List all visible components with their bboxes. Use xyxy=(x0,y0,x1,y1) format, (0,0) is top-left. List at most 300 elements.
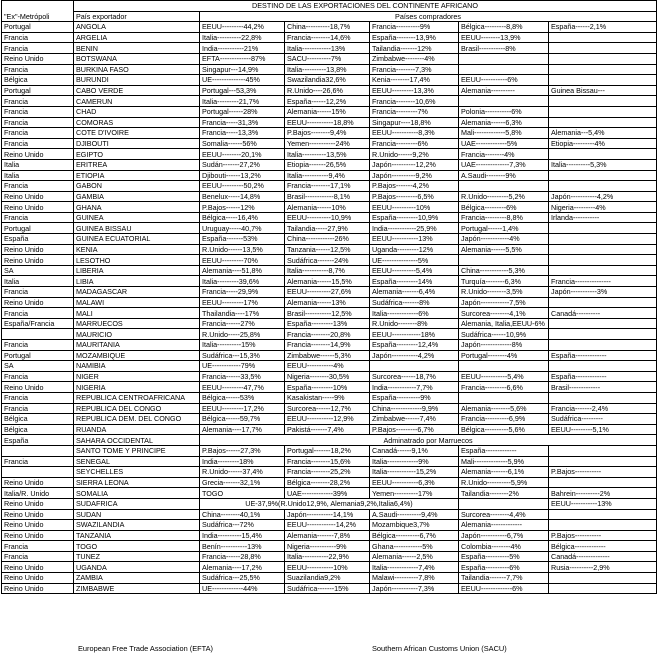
cell-comprador-3: Italia-------------9% xyxy=(370,456,459,467)
cell-metropoli: Francia xyxy=(2,64,74,75)
cell-metropoli: Bélgica xyxy=(2,75,74,86)
cell-comprador-4: Bélgica---------6% xyxy=(459,202,549,213)
cell-comprador-2: Italia-----------9,4% xyxy=(285,170,370,181)
table-row xyxy=(2,75,657,86)
cell-comprador-3: España---------12,4% xyxy=(370,340,459,351)
table-row xyxy=(2,53,657,64)
cell-comprador-4 xyxy=(459,255,549,266)
table-row xyxy=(2,371,657,382)
cell-comprador-3: Francia----------9% xyxy=(370,22,459,33)
cell-comprador-5 xyxy=(549,64,657,75)
cell-pais: COMORAS xyxy=(74,117,200,128)
table-row xyxy=(2,138,657,149)
cell-comprador-4: España----------6% xyxy=(459,562,549,573)
cell-comprador-4: Francia---------8,8% xyxy=(459,212,549,223)
table-row xyxy=(2,32,657,43)
cell-pais: TUNEZ xyxy=(74,551,200,562)
table-row xyxy=(2,445,657,456)
cell-metropoli: Francia xyxy=(2,541,74,552)
cell-comprador-1: Bélgica------53% xyxy=(200,392,285,403)
cell-comprador-1: China--------40,1% xyxy=(200,509,285,520)
cell-comprador-3: Tailandia-------12% xyxy=(370,43,459,54)
cell-pais: SUDAN xyxy=(74,509,200,520)
table-row xyxy=(2,255,657,266)
cell-comprador-5: P.Bajos----------- xyxy=(549,530,657,541)
cell-comprador-2: Sudáfrica-------15% xyxy=(285,583,370,594)
cell-metropoli: Francia xyxy=(2,117,74,128)
footer-sacu-note: Southern African Customs Union (SACU) xyxy=(372,644,507,653)
cell-metropoli: Francia xyxy=(2,106,74,117)
cell-comprador-2: Alemania-------7,8% xyxy=(285,530,370,541)
table-row xyxy=(2,181,657,192)
cell-comprador-5: Rusia----------2,9% xyxy=(549,562,657,573)
cell-pais: BURKINA FASO xyxy=(74,64,200,75)
table-row xyxy=(2,287,657,298)
cell-comprador-4: Tailandia--------2% xyxy=(459,488,549,499)
cell-comprador-1: EEUU---------17,2% xyxy=(200,403,285,414)
cell-comprador-3: Alemania------2,5% xyxy=(370,551,459,562)
cell-comprador-5: Alemania---5,4% xyxy=(549,128,657,139)
cell-comprador-5 xyxy=(549,43,657,54)
cell-comprador-5 xyxy=(549,170,657,181)
cell-comprador-4: Colombia--------4% xyxy=(459,541,549,552)
cell-comprador-3: Ghana------------5% xyxy=(370,541,459,552)
cell-comprador-5 xyxy=(549,96,657,107)
cell-comprador-1: Sudán-------27,2% xyxy=(200,159,285,170)
cell-comprador-4: Francia----------6,9% xyxy=(459,414,549,425)
table-row xyxy=(2,477,657,488)
cell-comprador-5 xyxy=(549,573,657,584)
cell-comprador-4: Portugal--------4% xyxy=(459,350,549,361)
cell-metropoli: Reino Unido xyxy=(2,191,74,202)
cell-comprador-2: China------------26% xyxy=(285,234,370,245)
cell-comprador-2: Pakistá-------7,4% xyxy=(285,424,370,435)
cell-comprador-1: EEUU--------20,1% xyxy=(200,149,285,160)
cell-comprador-4: Alemania------5,5% xyxy=(459,244,549,255)
cell-comprador-2: Francia--------15,6% xyxy=(285,456,370,467)
cell-comprador-1: EEUU---------70% xyxy=(200,255,285,266)
cell-comprador-5: P.Bajos----------- xyxy=(549,467,657,478)
cell-comprador-5: España------2,1% xyxy=(549,22,657,33)
cell-pais: MARRUECOS xyxy=(74,318,200,329)
cell-comprador-1: Italia---------39,6% xyxy=(200,276,285,287)
cell-pais: REPUBLICA DEM. DEL CONGO xyxy=(74,414,200,425)
cell-comprador-2: Surcorea------12,7% xyxy=(285,403,370,414)
cell-comprador-4: Mali-------------5,8% xyxy=(459,128,549,139)
cell-metropoli: Reino Unido xyxy=(2,509,74,520)
cell-comprador-1: P.Bajos------12% xyxy=(200,202,285,213)
cell-pais: LIBERIA xyxy=(74,265,200,276)
cell-metropoli: SA xyxy=(2,265,74,276)
cell-metropoli: España xyxy=(2,234,74,245)
cell-comprador-3: Surcorea------18,7% xyxy=(370,371,459,382)
cell-comprador-1: EEUU---------47,7% xyxy=(200,382,285,393)
cell-comprador-2: Alemania------10% xyxy=(285,202,370,213)
cell-comprador-5: Sudáfrica--------- xyxy=(549,414,657,425)
cell-comprador-3: R.Unido------9,2% xyxy=(370,149,459,160)
cell-comprador-1: Francia------28,8% xyxy=(200,551,285,562)
cell-comprador-4: España----------5% xyxy=(459,551,549,562)
cell-comprador-3: Zimbabwe--------4% xyxy=(370,53,459,64)
cell-comprador-2: Zimbabwe------5,3% xyxy=(285,350,370,361)
cell-comprador-3: Singapur----18,8% xyxy=(370,117,459,128)
table-row xyxy=(2,551,657,562)
cell-comprador-2: Sudáfrica-------24% xyxy=(285,255,370,266)
cell-comprador-5 xyxy=(549,445,657,456)
cell-comprador-3: EEUU-----------13% xyxy=(370,234,459,245)
cell-comprador-4: Alemania------------- xyxy=(459,520,549,531)
cell-pais: CHAD xyxy=(74,106,200,117)
cell-comprador-2: Bélgica--------28,2% xyxy=(285,477,370,488)
cell-pais: GUINEA ECUATORIAL xyxy=(74,234,200,245)
cell-pais: NIGER xyxy=(74,371,200,382)
cell-comprador-3: EEUU-----------6,3% xyxy=(370,477,459,488)
cell-comprador-1: Italia---------21,7% xyxy=(200,96,285,107)
cell-comprador-5: Japón-----------3% xyxy=(549,287,657,298)
table-row xyxy=(2,414,657,425)
cell-comprador-1: Alemania----17,7% xyxy=(200,424,285,435)
cell-metropoli: Francia xyxy=(2,551,74,562)
table-row xyxy=(2,308,657,319)
cell-comprador-2: EEUU------------14,2% xyxy=(285,520,370,531)
cell-comprador-5: Nigeria---------4% xyxy=(549,202,657,213)
table-title: DESTINO DE LAS EXPORTACIONES DEL CONTINENTE AFRICANO xyxy=(74,1,657,12)
cell-comprador-2: SACU----------7% xyxy=(285,53,370,64)
table-row xyxy=(2,244,657,255)
cell-metropoli: Reino Unido xyxy=(2,477,74,488)
cell-metropoli: Francia xyxy=(2,456,74,467)
table-row xyxy=(2,117,657,128)
cell-comprador-5 xyxy=(549,117,657,128)
table-row xyxy=(2,361,657,372)
table-row xyxy=(2,265,657,276)
cell-comprador-5: EEUU-----------13% xyxy=(549,498,657,509)
cell-comprador-1: Francia-----31,3% xyxy=(200,117,285,128)
cell-pais: GABON xyxy=(74,181,200,192)
cell-comprador-2: EEUU-----------12,9% xyxy=(285,414,370,425)
table-row xyxy=(2,573,657,584)
cell-metropoli: Francia xyxy=(2,181,74,192)
cell-comprador-5 xyxy=(549,318,657,329)
cell-comprador-4: R.Unido--------3,5% xyxy=(459,287,549,298)
cell-comprador-2: EEUU-----------4% xyxy=(285,361,370,372)
cell-comprador-1: Bélgica------59,7% xyxy=(200,414,285,425)
cell-pais: BENIN xyxy=(74,43,200,54)
cell-comprador-1: Sudáfrica---15,3% xyxy=(200,350,285,361)
cell-comprador-3: A.Saudi----------9,4% xyxy=(370,509,459,520)
table-row xyxy=(2,128,657,139)
header-paises-compradores: Países compradores xyxy=(200,11,657,22)
cell-comprador-1: Portugal---53,3% xyxy=(200,85,285,96)
cell-comprador-4: Polonia-----------6% xyxy=(459,106,549,117)
cell-comprador-5 xyxy=(549,75,657,86)
cell-comprador-2: Alemania------15% xyxy=(285,106,370,117)
cell-comprador-4: Sudáfrica------10,9% xyxy=(459,329,549,340)
cell-metropoli: Reino Unido xyxy=(2,530,74,541)
cell-pais: REPUBLICA DEL CONGO xyxy=(74,403,200,414)
cell-comprador-2: R.Unido----26,6% xyxy=(285,85,370,96)
table-row xyxy=(2,424,657,435)
cell-comprador-1: Francia------33,5% xyxy=(200,371,285,382)
cell-comprador-1: Bélgica-----16,4% xyxy=(200,212,285,223)
cell-comprador-4 xyxy=(459,96,549,107)
cell-metropoli: Reino Unido xyxy=(2,573,74,584)
cell-comprador-4: UAE--------------7,3% xyxy=(459,159,549,170)
cell-comprador-1: Benelux-----14,8% xyxy=(200,191,285,202)
cell-pais: CAMERUN xyxy=(74,96,200,107)
cell-pais: LESOTHO xyxy=(74,255,200,266)
cell-comprador-3: Yemen----------17% xyxy=(370,488,459,499)
cell-comprador-4: España------------- xyxy=(459,445,549,456)
cell-pais: GHANA xyxy=(74,202,200,213)
cell-comprador-2: EEUU----------10,9% xyxy=(285,212,370,223)
cell-metropoli: Francia xyxy=(2,43,74,54)
cell-comprador-2: España---------13% xyxy=(285,318,370,329)
cell-metropoli: Francia xyxy=(2,340,74,351)
cell-metropoli: Reino Unido xyxy=(2,583,74,594)
cell-comprador-2: Etiopia-------26,5% xyxy=(285,159,370,170)
cell-comprador-2: P.Bajos--------9,4% xyxy=(285,128,370,139)
table-row xyxy=(2,488,657,499)
cell-comprador-4 xyxy=(459,392,549,403)
cell-pais: SOMALIA xyxy=(74,488,200,499)
cell-comprador-2: Tailandia-----27,9% xyxy=(285,223,370,234)
cell-metropoli: Reino Unido xyxy=(2,297,74,308)
cell-metropoli xyxy=(2,329,74,340)
cell-comprador-3: P.Bajos---------6,5% xyxy=(370,191,459,202)
cell-comprador-4: Tailandia-------7,7% xyxy=(459,573,549,584)
cell-comprador-5 xyxy=(549,234,657,245)
cell-comprador-2: Francia--------14,9% xyxy=(285,340,370,351)
cell-pais: LIBIA xyxy=(74,276,200,287)
cell-comprador-5 xyxy=(549,106,657,117)
table-row xyxy=(2,170,657,181)
cell-comprador-4: Bélgica----------5,6% xyxy=(459,424,549,435)
cell-comprador-3: EEUU---------13,3% xyxy=(370,85,459,96)
cell-comprador-5 xyxy=(549,583,657,594)
cell-comprador-1: Uruguay-----40,7% xyxy=(200,223,285,234)
cell-comprador-1: India-----------21% xyxy=(200,43,285,54)
cell-comprador-2: Francia--------17,1% xyxy=(285,181,370,192)
cell-metropoli: Bélgica xyxy=(2,414,74,425)
cell-comprador-4: R.Unido----------5,9% xyxy=(459,477,549,488)
cell-metropoli: Francia xyxy=(2,32,74,43)
cell-comprador-3: R.Unido--------8% xyxy=(370,318,459,329)
cell-comprador-4: EEUU-----------6% xyxy=(459,75,549,86)
cell-comprador-3: Alemania-------6,4% xyxy=(370,287,459,298)
cell-comprador-2: Japón-----------14,1% xyxy=(285,509,370,520)
cell-pais: MALI xyxy=(74,308,200,319)
cell-comprador-2: UAE-------------39% xyxy=(285,488,370,499)
cell-comprador-3: Mozambique3,7% xyxy=(370,520,459,531)
cell-comprador-3: China-------------9,9% xyxy=(370,403,459,414)
cell-comprador-4 xyxy=(459,53,549,64)
cell-comprador-3: Zimbabwe------7,4% xyxy=(370,414,459,425)
cell-comprador-2: Nigeria-----------9% xyxy=(285,541,370,552)
cell-comprador-5: Francia-------2,4% xyxy=(549,403,657,414)
cell-metropoli: Reino Unido xyxy=(2,53,74,64)
cell-comprador-2: China----------18,7% xyxy=(285,22,370,33)
cell-comprador-4: R.Unido---------5,2% xyxy=(459,191,549,202)
cell-comprador-1: TOGO xyxy=(200,488,285,499)
cell-comprador-1: India----------15,4% xyxy=(200,530,285,541)
cell-comprador-5 xyxy=(549,53,657,64)
cell-pais: REPUBLICA CENTROAFRICANA xyxy=(74,392,200,403)
cell-comprador-5 xyxy=(549,340,657,351)
cell-comprador-5: EEUU---------5,1% xyxy=(549,424,657,435)
table-row xyxy=(2,541,657,552)
cell-comprador-5: Etiopia---------4% xyxy=(549,138,657,149)
table-row xyxy=(2,435,657,446)
cell-comprador-3: España----------9% xyxy=(370,392,459,403)
cell-comprador-3: EEUU------------18% xyxy=(370,329,459,340)
cell-comprador-2: España------12,2% xyxy=(285,96,370,107)
cell-comprador-1: P.Bajos------27,3% xyxy=(200,445,285,456)
cell-metropoli: Portugal xyxy=(2,350,74,361)
cell-comprador-4: UAE-------------5% xyxy=(459,138,549,149)
export-destinations-table xyxy=(1,0,657,594)
table-row xyxy=(2,234,657,245)
cell-comprador-4: Japón------------4% xyxy=(459,234,549,245)
cell-comprador-3: Japón-----------7,3% xyxy=(370,583,459,594)
cell-comprador-2: EEUU-----------10% xyxy=(285,562,370,573)
cell-comprador-5 xyxy=(549,265,657,276)
cell-comprador-4: EEUU--------13,9% xyxy=(459,32,549,43)
cell-comprador-4: EEUU-------------6% xyxy=(459,583,549,594)
cell-comprador-2: Brasil------------8,1% xyxy=(285,191,370,202)
cell-comprador-5: Bahrein----------2% xyxy=(549,488,657,499)
cell-metropoli: Reino Unido xyxy=(2,520,74,531)
cell-pais: GAMBIA xyxy=(74,191,200,202)
table-row xyxy=(2,223,657,234)
cell-comprador-5 xyxy=(549,244,657,255)
cell-comprador-3: India------------25,9% xyxy=(370,223,459,234)
table-row xyxy=(2,202,657,213)
cell-comprador-2: Italia------------13% xyxy=(285,43,370,54)
cell-comprador-5: Irlanda----------- xyxy=(549,212,657,223)
cell-comprador-5 xyxy=(549,181,657,192)
table-row xyxy=(2,509,657,520)
table-row xyxy=(2,318,657,329)
cell-comprador-3: Japón----------12,2% xyxy=(370,159,459,170)
cell-comprador-5: Francia--------------- xyxy=(549,276,657,287)
cell-metropoli xyxy=(2,467,74,478)
cell-comprador-5: Guinea Bissau--- xyxy=(549,85,657,96)
cell-comprador-3 xyxy=(370,361,459,372)
cell-pais: SANTO TOME Y PRINCIPE xyxy=(74,445,200,456)
cell-comprador-4: A.Saudi--------9% xyxy=(459,170,549,181)
cell-comprador-2: Francia--------25,2% xyxy=(285,467,370,478)
cell-comprador-4: Japón------------7,5% xyxy=(459,297,549,308)
cell-comprador-1: Italia----------15% xyxy=(200,340,285,351)
cell-pais: ETIOPIA xyxy=(74,170,200,181)
cell-comprador-4: Alemania, Italia,EEUU-6% xyxy=(459,318,549,329)
cell-metropoli: Italia/R. Unido xyxy=(2,488,74,499)
cell-comprador-1: Alemania----17,2% xyxy=(200,562,285,573)
cell-comprador-1: Portugal------28% xyxy=(200,106,285,117)
cell-metropoli: Francia xyxy=(2,371,74,382)
table-row xyxy=(2,276,657,287)
table-row xyxy=(2,520,657,531)
cell-pais: COTE D'IVOIRE xyxy=(74,128,200,139)
table-row xyxy=(2,583,657,594)
cell-comprador-3: India------------7,7% xyxy=(370,382,459,393)
table-row xyxy=(2,350,657,361)
cell-pais: MADAGASCAR xyxy=(74,287,200,298)
cell-metropoli: Portugal xyxy=(2,223,74,234)
cell-comprador-3: España--------13,9% xyxy=(370,32,459,43)
table-row xyxy=(2,96,657,107)
cell-comprador-1: Thailandia----17% xyxy=(200,308,285,319)
cell-comprador-1: Francia------27% xyxy=(200,318,285,329)
cell-comprador-2: Nigeria--------30,5% xyxy=(285,371,370,382)
cell-comprador-3: España---------14% xyxy=(370,276,459,287)
table-row xyxy=(2,456,657,467)
cell-comprador-4: China------------5,3% xyxy=(459,265,549,276)
cell-pais: NIGERIA xyxy=(74,382,200,393)
table-row xyxy=(2,191,657,202)
cell-comprador-1: EFTA-------------87% xyxy=(200,53,285,64)
cell-comprador-5 xyxy=(549,297,657,308)
cell-comprador-1: UE-37,9%(R.Unido12,9%, Alemania9,2%,Italia6,4%) xyxy=(200,498,459,509)
cell-comprador-1: Djibouti------13,2% xyxy=(200,170,285,181)
cell-comprador-3: España---------10,9% xyxy=(370,212,459,223)
cell-comprador-2: Alemania------15,5% xyxy=(285,276,370,287)
cell-comprador-3: Francia---------6% xyxy=(370,138,459,149)
cell-pais: TOGO xyxy=(74,541,200,552)
table-row xyxy=(2,297,657,308)
cell-metropoli: Bélgica xyxy=(2,424,74,435)
cell-pais: BURUNDI xyxy=(74,75,200,86)
cell-comprador-4: Alemania--------5,6% xyxy=(459,403,549,414)
cell-pais: RUANDA xyxy=(74,424,200,435)
cell-comprador-5: Canadá---------- xyxy=(549,308,657,319)
cell-comprador-4: Francia--------4% xyxy=(459,149,549,160)
cell-pais: CABO VERDE xyxy=(74,85,200,96)
cell-pais: SENEGAL xyxy=(74,456,200,467)
cell-comprador-5 xyxy=(549,361,657,372)
cell-metropoli: Italia xyxy=(2,159,74,170)
cell-comprador-5 xyxy=(549,223,657,234)
cell-comprador-1: Singapur---14,9% xyxy=(200,64,285,75)
cell-pais: NAMIBIA xyxy=(74,361,200,372)
table-row xyxy=(2,43,657,54)
table-row xyxy=(2,403,657,414)
cell-comprador-4: Mali--------------5,9% xyxy=(459,456,549,467)
cell-pais: MOZAMBIQUE xyxy=(74,350,200,361)
cell-pais: EGIPTO xyxy=(74,149,200,160)
cell-comprador-2: Yemen-----------24% xyxy=(285,138,370,149)
cell-metropoli: España/Francia xyxy=(2,318,74,329)
cell-metropoli: Reino Unido xyxy=(2,562,74,573)
cell-comprador-4: Japón-------------8% xyxy=(459,340,549,351)
cell-comprador-3: Malawi----------7,8% xyxy=(370,573,459,584)
cell-comprador-4: Alemania-------6,1% xyxy=(459,467,549,478)
cell-metropoli: Francia xyxy=(2,392,74,403)
cell-comprador-5: Japón-----------4,2% xyxy=(549,191,657,202)
cell-comprador-1: EEUU---------44,2% xyxy=(200,22,285,33)
cell-pais: SEYCHELLES xyxy=(74,467,200,478)
cell-pais: ARGELIA xyxy=(74,32,200,43)
cell-comprador-3: Francia--------7,3% xyxy=(370,64,459,75)
cell-metropoli: Reino Unido xyxy=(2,382,74,393)
cell-comprador-5 xyxy=(549,255,657,266)
cell-comprador-2: Brasil-----------12,5% xyxy=(285,308,370,319)
cell-comprador-2: EEUU----------27,6% xyxy=(285,287,370,298)
cell-comprador-2: EEUU-----------18,8% xyxy=(285,117,370,128)
cell-pais: KENIA xyxy=(74,244,200,255)
cell-comprador-3: EEUU----------10% xyxy=(370,202,459,213)
